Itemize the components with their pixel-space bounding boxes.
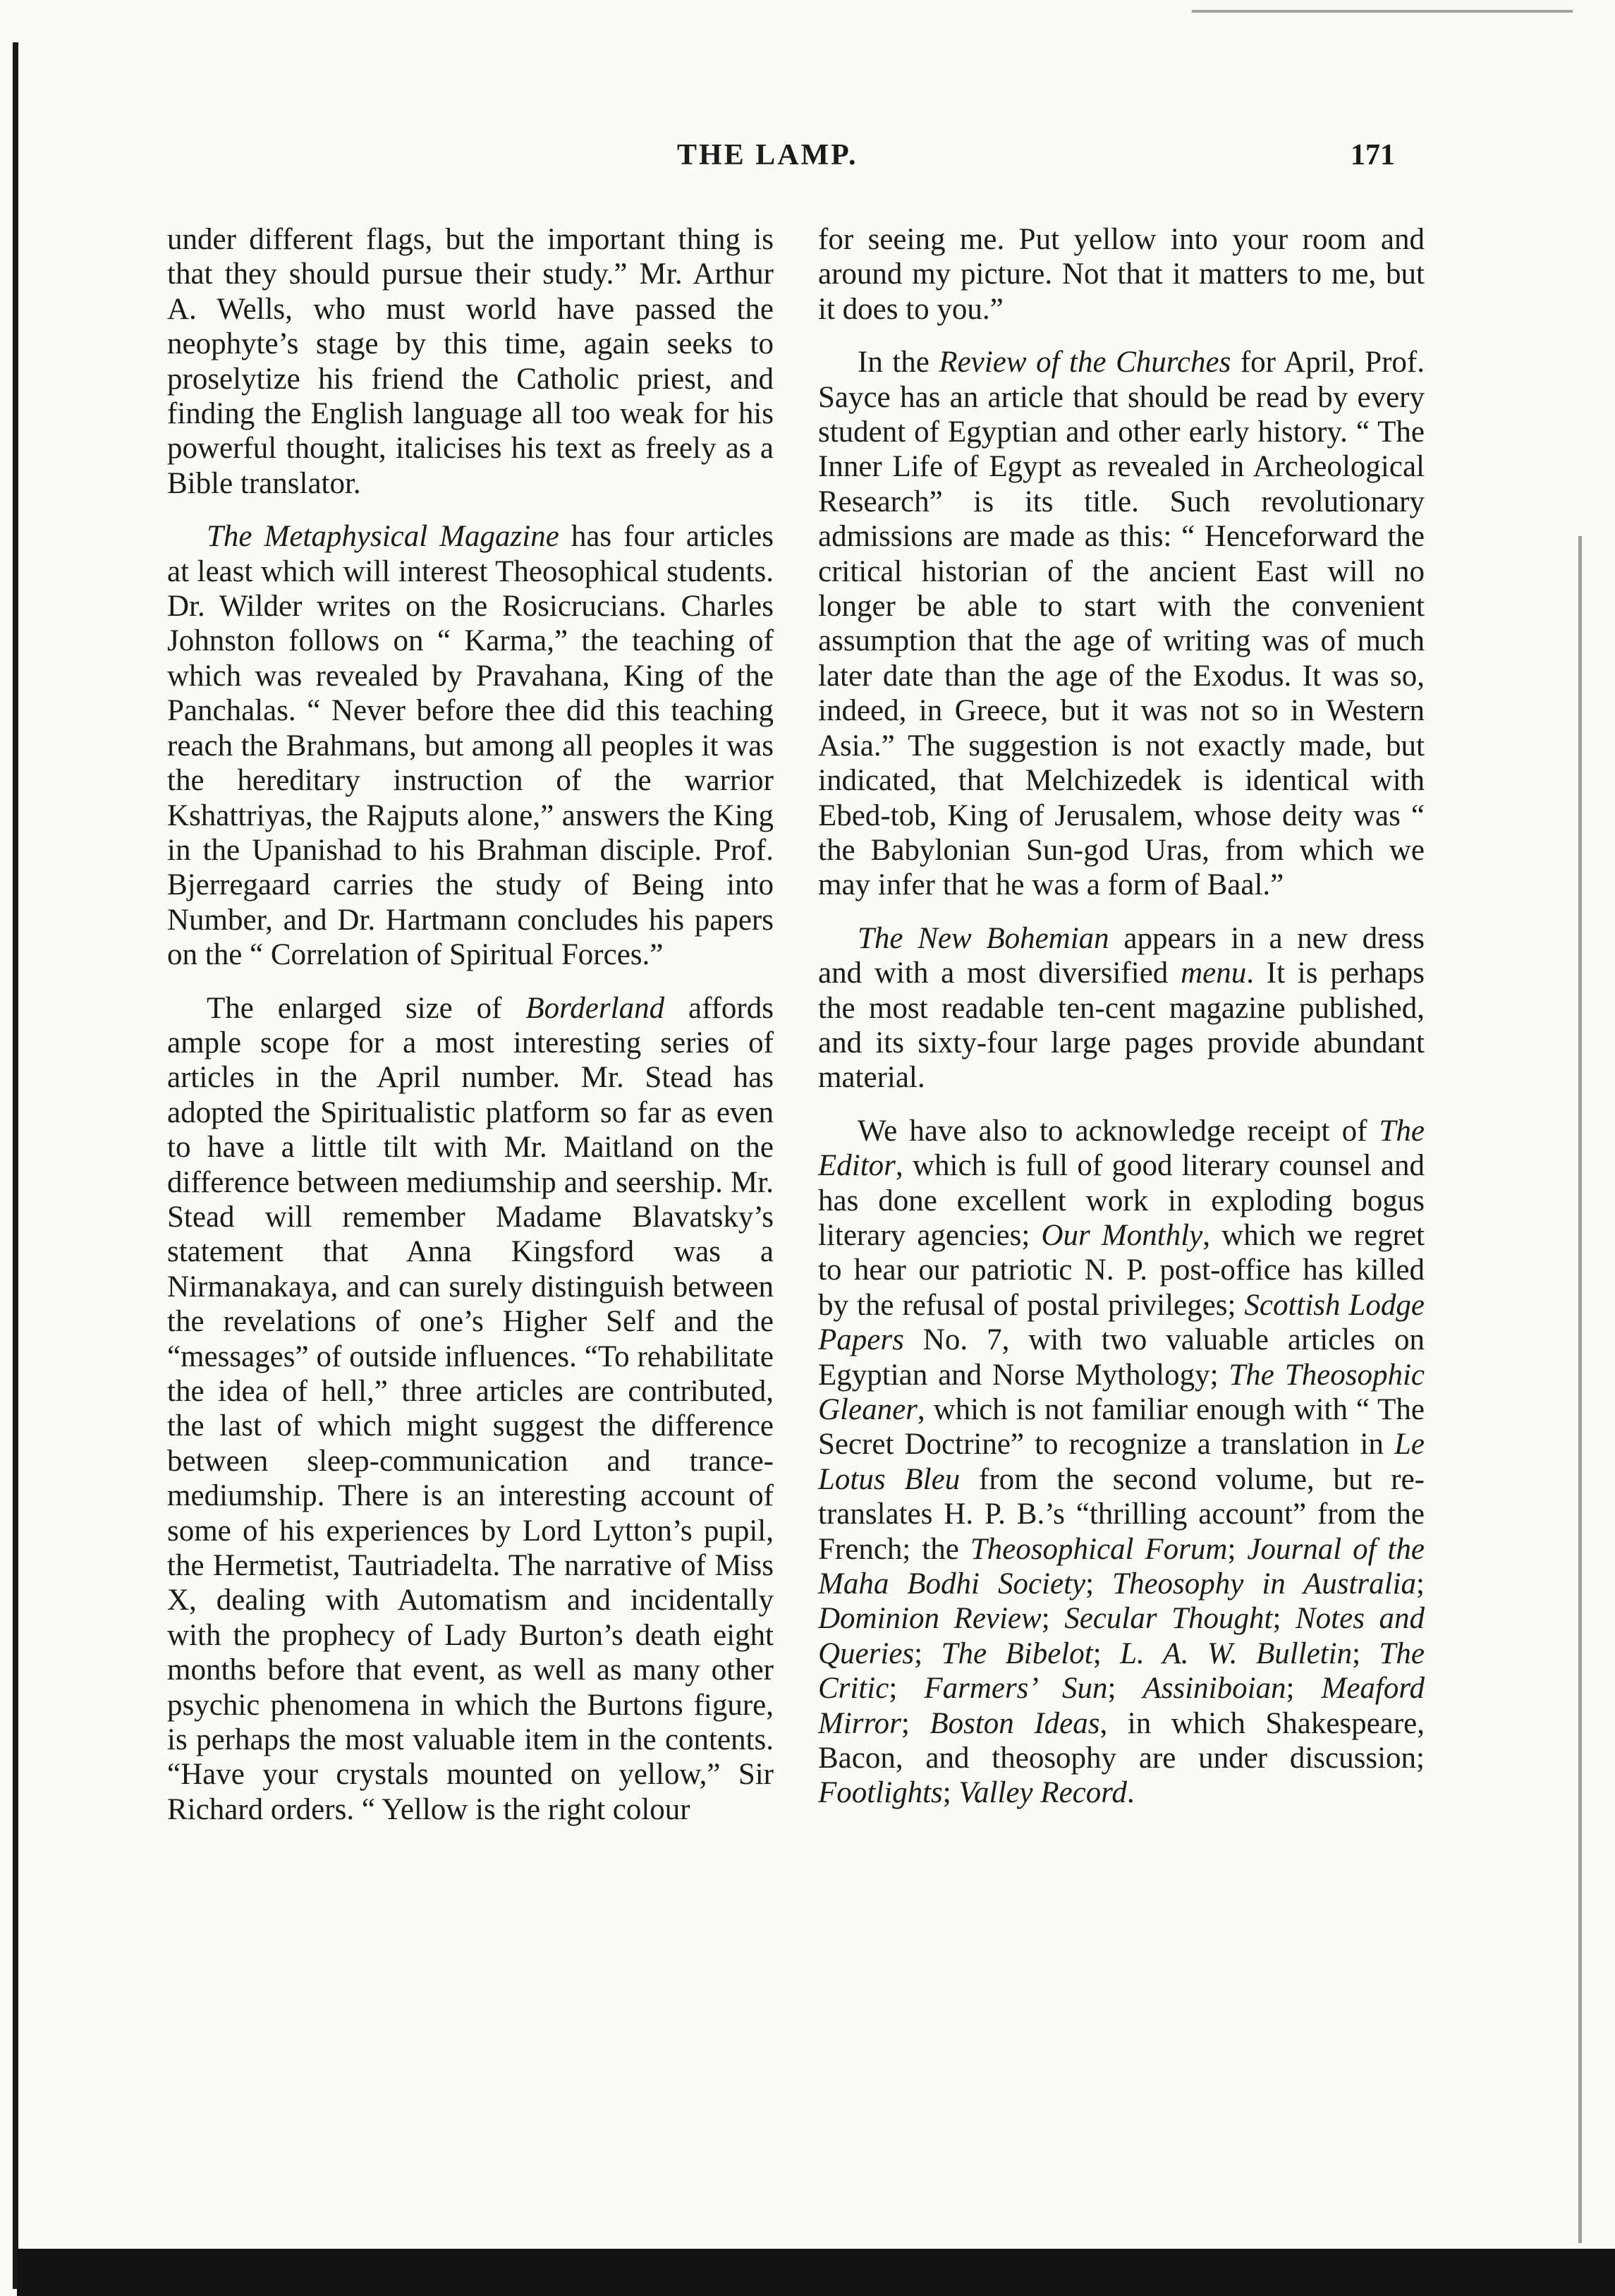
paragraph: under different flags, but the important thing is that they should pursue their study.” Mr. Arthur A. Wells, who must world have passed the neophyte’s stage by this time, again seeks to proselytize his friend the Catholic priest, and finding the English language all too weak for his powerful thought, italicises his text as freely as a Bible translator. (167, 223, 774, 500)
publication-title: Notes and Queries (818, 1602, 1425, 1670)
publication-title: Scottish Lodge Papers (818, 1288, 1425, 1357)
page-number: 171 (1351, 139, 1395, 171)
page-header (0, 138, 1615, 181)
publication-title: The New Bohemian (858, 921, 1109, 955)
publication-title: The Critic (818, 1636, 1425, 1706)
publication-title: Theosophical Forum (970, 1532, 1228, 1566)
publication-title: Le Lotus Bleu (818, 1428, 1425, 1496)
right-margin-rule (1578, 536, 1582, 2243)
left-column (167, 222, 774, 1845)
publication-title: Our Monthly (1041, 1218, 1203, 1252)
publication-title: Borderland (525, 991, 665, 1025)
publication-title: Farmers’ Sun (924, 1672, 1108, 1706)
paragraph: The enlarged size of Borderland affords ample scope for a most interesting series of articles in the April number. Mr. Stead has adopted the Spiritualistic platform so far as even to have a little tilt with Mr. Maitland on the difference between mediumship and seership. Mr. Stead will remember Madame Blavatsky’s statement that Anna Kingsford was a Nirmanakaya, and can surely distinguish between the revelations of one’s Higher Self and the “messages” of outside influences. “To rehabilitate the idea of hell,” three articles are contributed, the last of which might suggest the difference between sleep-communication and trance-mediumship. There is an interesting account of some of his experiences by Lord Lytton’s pupil, the Hermetist, Tautriadelta. The narrative of Miss X, dealing with Automatism and incidentally with the prophecy of Lady Burton’s death eight months before that event, as well as many other psychic phenomena in which the Burtons figure, is perhaps the most valuable item in the contents. “Have your crystals mounted on yellow,” Sir Richard orders. “ Yellow is the right colour (167, 991, 774, 1826)
paragraph: for seeing me. Put yellow into your room and around my picture. Not that it matters to me, but it does to you.” (818, 223, 1425, 326)
publication-title: Secular Thought (1064, 1602, 1273, 1636)
right-column (818, 222, 1425, 1829)
publication-title: L. A. W. Bulletin (1120, 1636, 1353, 1670)
publication-title: Footlights (818, 1776, 943, 1810)
publication-title: Theosophy in Australia (1112, 1567, 1417, 1601)
top-edge-rule (1192, 10, 1573, 13)
left-margin-rule (13, 42, 18, 2289)
publication-title: Assiniboian (1142, 1672, 1286, 1706)
publication-title: The Bibelot (941, 1636, 1093, 1670)
paragraph: We have also to acknowledge receipt of The Editor, which is full of good literary counsel and has done excellent work in exploding bogus literary agencies; Our Monthly, which we regret to hear our patriotic N. P. post-office has killed by the refusal of postal privileges; Scottish Lodge Papers No. 7, with two valuable articles on Egyptian and Norse Mythology; The Theosophic Gleaner, which is not familiar enough with “ The Secret Doctrine” to recognize a translation in Le Lotus Bleu from the second volume, but re-translates H. P. B.’s “thrilling account” from the French; the Theosophical Forum; Journal of the Maha Bodhi Society; Theosophy in Australia; Dominion Review; Secular Thought; Notes and Queries; The Bibelot; L. A. W. Bulletin; The Critic; Farmers’ Sun; Assiniboian; Meaford Mirror; Boston Ideas, in which Shakespeare, Bacon, and theosophy are under discussion; Footlights; Valley Record. (818, 1114, 1425, 1810)
publication-title: Dominion Review (818, 1602, 1042, 1636)
publication-title: Journal of the Maha Bodhi Society (818, 1532, 1425, 1601)
running-head: THE LAMP. (677, 139, 858, 171)
paragraph: The New Bohemian appears in a new dress and with a most diversified menu. It is perhaps the most readable ten-cent magazine published, and its sixty-four large pages provide abundant material. (818, 921, 1425, 1095)
publication-title: The Theosophic Gleaner (818, 1358, 1425, 1426)
publication-title: The Metaphysical Magazine (207, 520, 559, 554)
publication-title: Review of the Churches (939, 346, 1231, 379)
paragraph: In the Review of the Churches for April, Prof. Sayce has an article that should be read by every student of Egyptian and other early history. “ The Inner Life of Egypt as revealed in Archeological Research” is its title. Such revolutionary admissions are made as this: “ Henceforward the critical historian of the ancient East will no longer be able to start with the convenient assumption that the age of writing was of much later date than the age of the Exodus. It was so, indeed, in Greece, but it was not so in Western Asia.” The suggestion is not exactly made, but indicated, that Melchizedek is identical with Ebed-tob, King of Jerusalem, whose deity was “ the Babylonian Sun-god Uras, from which we may infer that he was a form of Baal.” (818, 346, 1425, 902)
bottom-scan-edge (17, 2249, 1615, 2296)
publication-title: menu (1181, 956, 1247, 990)
publication-title: Valley Record (958, 1776, 1127, 1810)
publication-title: Meaford Mirror (818, 1672, 1425, 1740)
paragraph: The Metaphysical Magazine has four articles at least which will interest Theosophical students. Dr. Wilder writes on the Rosicrucians. Charles Johnston follows on “ Karma,” the teaching of which was revealed by Pravahana, King of the Panchalas. “ Never before thee did this teaching reach the Brahmans, but among all peoples it was the hereditary instruction of the warrior Kshattriyas, the Rajputs alone,” answers the King in the Upanishad to his Brahman disciple. Prof. Bjerregaard carries the study of Being into Number, and Dr. Hartmann concludes his papers on the “ Correlation of Spiritual Forces.” (167, 520, 774, 972)
publication-title: The Editor (818, 1114, 1425, 1183)
publication-title: Boston Ideas (930, 1706, 1100, 1740)
